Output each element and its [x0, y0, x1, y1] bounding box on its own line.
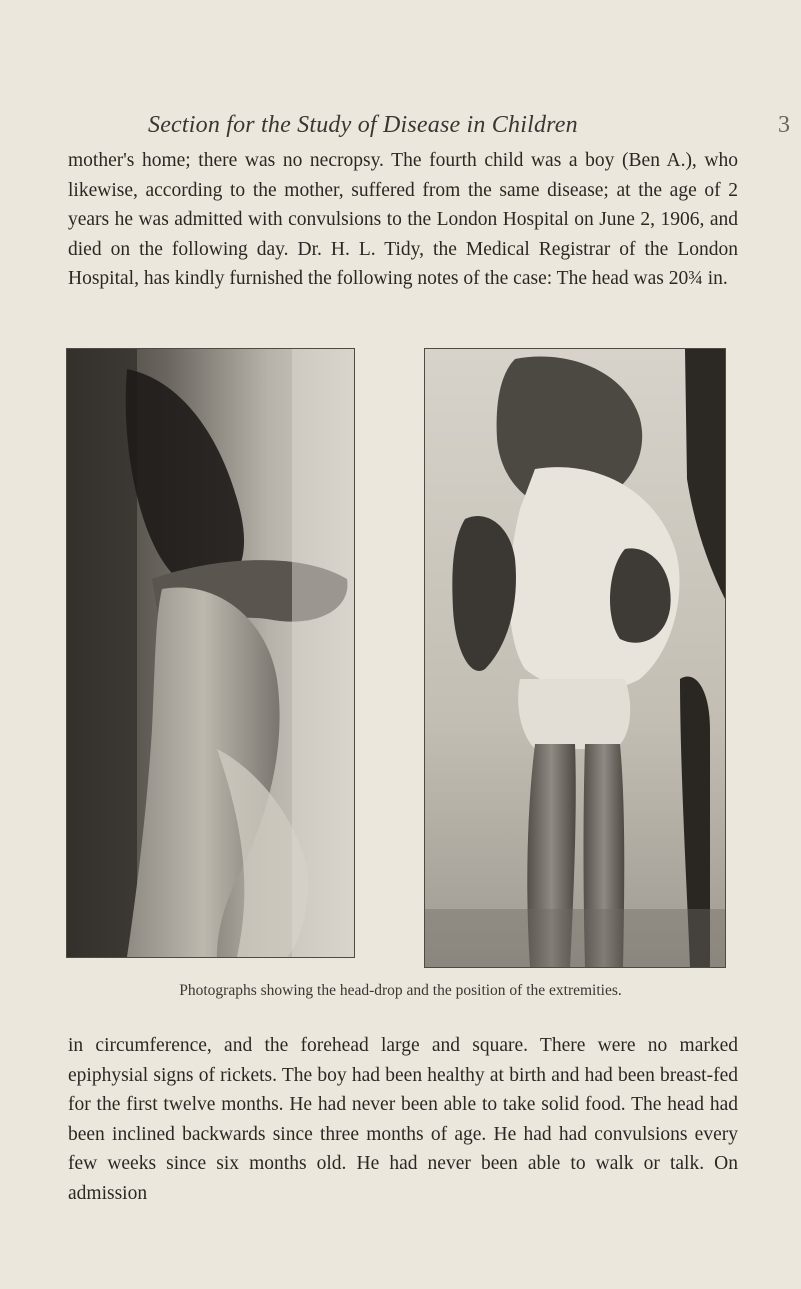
- page-number: 3: [778, 112, 790, 138]
- figure-caption: Photographs showing the head-drop and the position of the extremities.: [179, 982, 622, 999]
- paragraph-bottom: in circumference, and the forehead large and square. There were no marked epiphysial signs of rickets. The boy had been healthy at birth and had been breast-fed for the first twelve months. He had never been able to take solid food. The head had been inclined backwards since three months of age. He had had convulsions every few weeks since six months old. He had never been able to walk or talk. On admission: [68, 1035, 738, 1204]
- photograph-side-view: [66, 348, 355, 958]
- paragraph-top: mother's home; there was no necropsy. The fourth child was a boy (Ben A.), who likewise, according to the mother, suffered from the same disease; at the age of 2 years he was admitted with convulsions to the London Hospital on June 2, 1906, and died on the following day. Dr. H. L. Tidy, the Medical Registrar of the London Hospital, has kindly furnished the following notes of the case: The head was 20¾ in.: [68, 150, 738, 289]
- photograph-front-view: [424, 348, 726, 968]
- running-title: Section for the Study of Disease in Children: [148, 112, 578, 138]
